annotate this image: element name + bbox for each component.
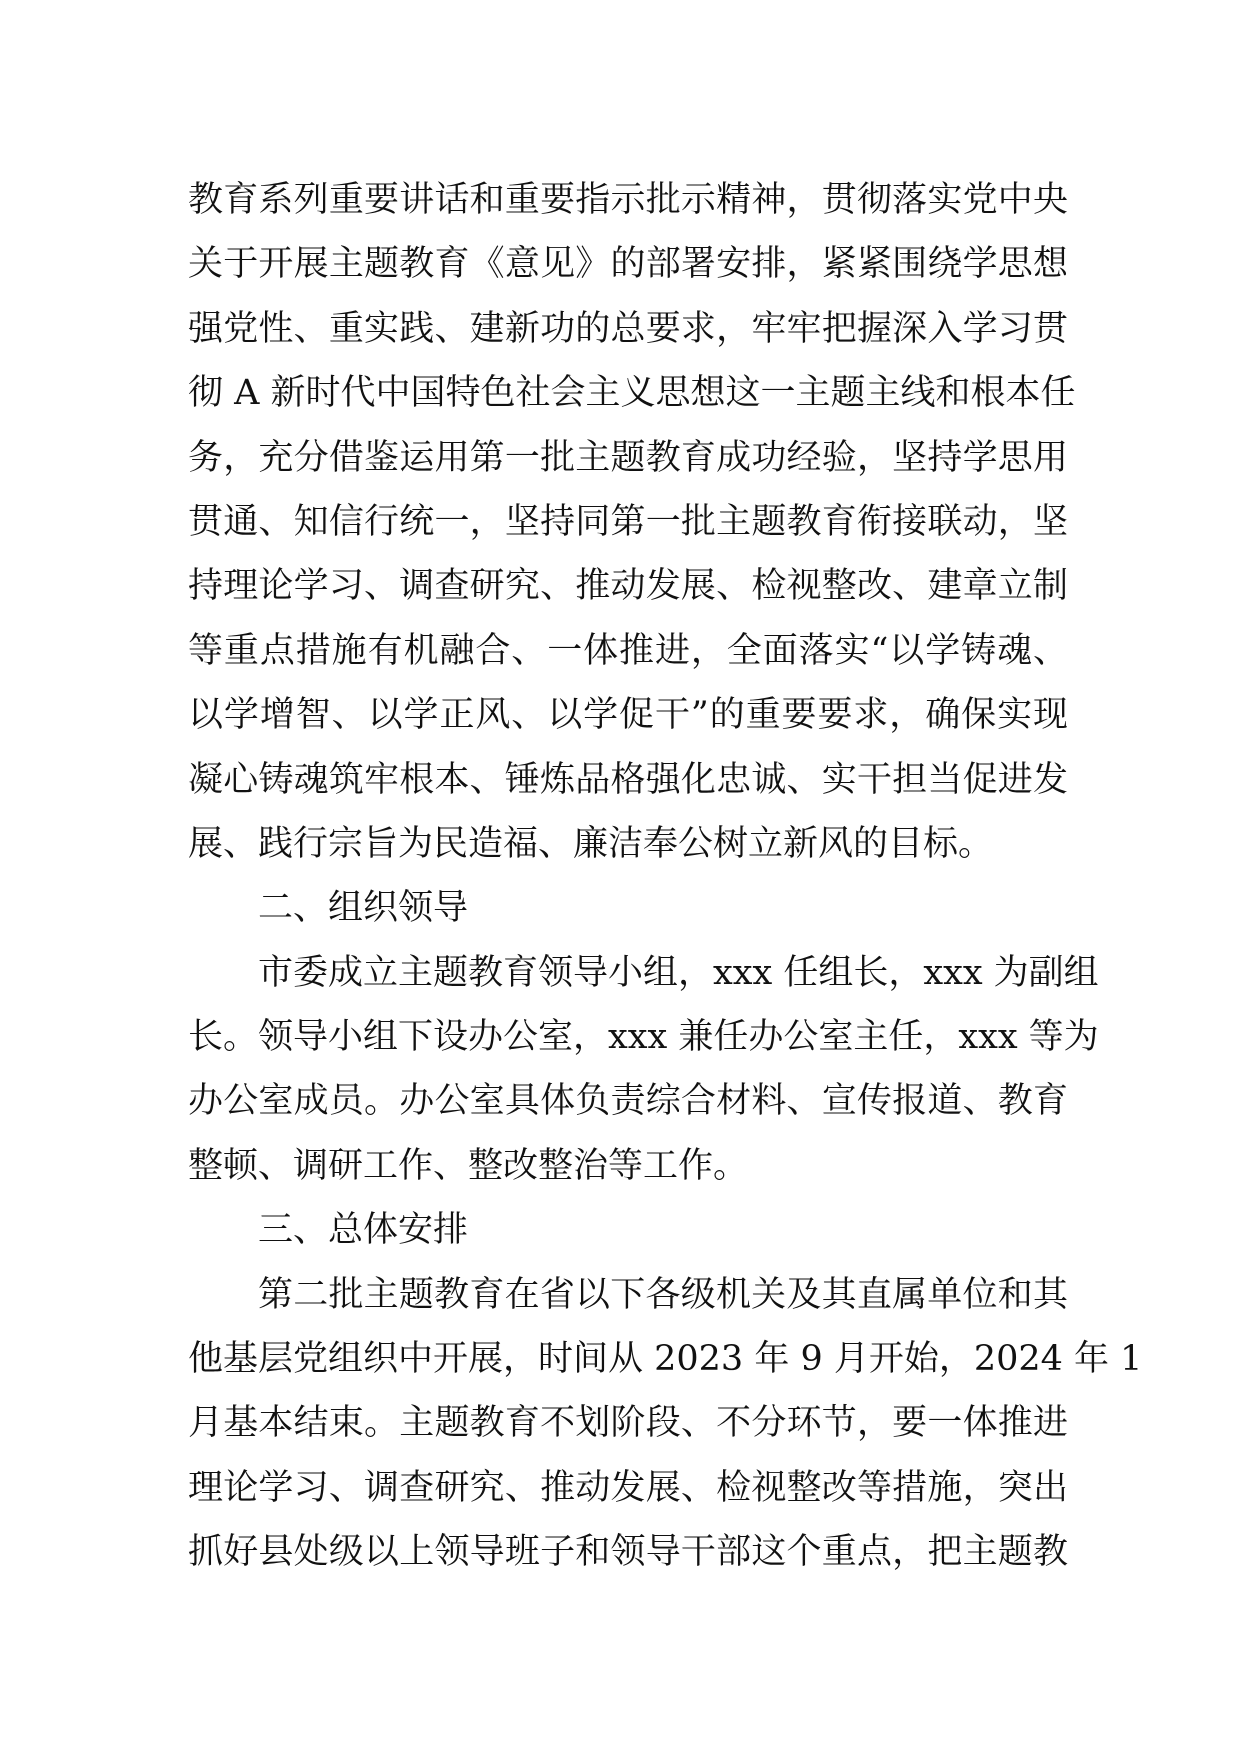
body-line: 月基本结束。主题教育不划阶段、不分环节，要一体推进: [188, 1403, 1068, 1444]
body-line: 抓好县处级以上领导班子和领导干部这个重点，把主题教: [188, 1532, 1068, 1573]
body-line: 凝心铸魂筑牢根本、锤炼品格强化忠诚、实干担当促进发: [188, 759, 1068, 800]
body-line: 关于开展主题教育《意见》的部署安排，紧紧围绕学思想: [188, 244, 1068, 285]
body-line: 等重点措施有机融合、一体推进，全面落实“以学铸魂、: [188, 630, 1068, 671]
body-line: 持理论学习、调查研究、推动发展、检视整改、建章立制: [188, 566, 1068, 607]
body-line: 务，充分借鉴运用第一批主题教育成功经验，坚持学思用: [188, 437, 1068, 478]
body-line: 贯通、知信行统一，坚持同第一批主题教育衔接联动，坚: [188, 501, 1068, 542]
body-line: 彻 A 新时代中国特色社会主义思想这一主题主线和根本任: [188, 373, 1076, 414]
body-line: 理论学习、调查研究、推动发展、检视整改等措施，突出: [188, 1467, 1068, 1508]
body-line: 强党性、重实践、建新功的总要求，牢牢把握深入学习贯: [188, 308, 1068, 349]
section-heading-arrangement: 三、总体安排: [258, 1210, 469, 1251]
body-line: 整顿、调研工作、整改整治等工作。: [188, 1145, 749, 1186]
body-line: 展、践行宗旨为民造福、廉洁奉公树立新风的目标。: [188, 823, 994, 864]
body-line: 办公室成员。办公室具体负责综合材料、宣传报道、教育: [188, 1081, 1068, 1122]
body-line: 教育系列重要讲话和重要指示批示精神，贯彻落实党中央: [188, 180, 1068, 220]
document-body: [188, 168, 1143, 1585]
body-line: 以学增智、以学正风、以学促干”的重要要求，确保实现: [188, 695, 1068, 736]
body-line: 长。领导小组下设办公室，xxx 兼任办公室主任，xxx 等为: [188, 1017, 1099, 1058]
body-line: 他基层党组织中开展，时间从 2023 年 9 月开始，2024 年 1: [188, 1339, 1143, 1380]
body-line: 第二批主题教育在省以下各级机关及其直属单位和其: [258, 1274, 1068, 1315]
body-line: 市委成立主题教育领导小组，xxx 任组长，xxx 为副组: [258, 952, 1099, 993]
section-heading-organization: 二、组织领导: [258, 888, 469, 929]
